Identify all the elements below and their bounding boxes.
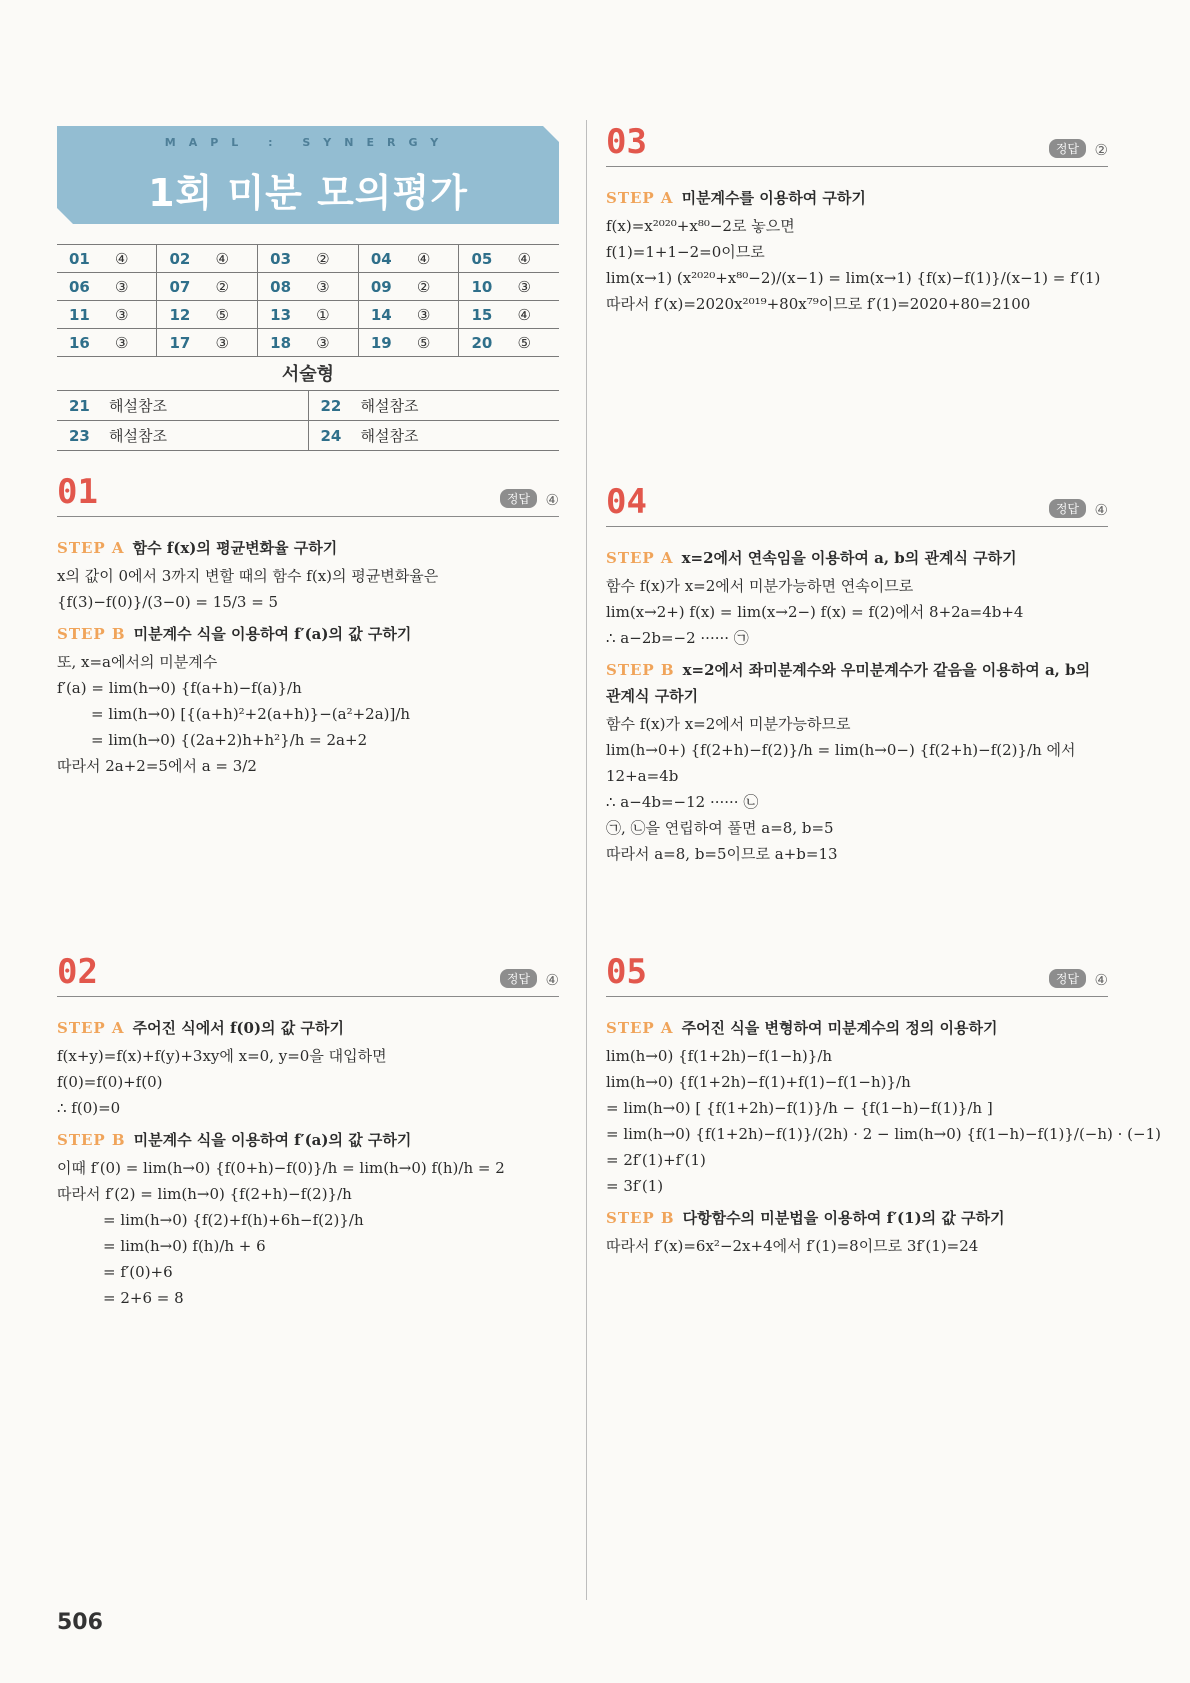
step-label: STEP A <box>57 539 125 557</box>
problem-header <box>606 480 1108 527</box>
answer-badge: 정답 <box>1049 499 1086 518</box>
essay-cell <box>308 391 559 421</box>
question-number: 12 <box>169 305 191 324</box>
problem-02 <box>57 950 559 1311</box>
answer-choice: ④ <box>517 305 531 324</box>
question-number: 01 <box>69 249 90 268</box>
answer-choice: ④ <box>115 249 129 268</box>
answer-cell <box>57 301 157 329</box>
solution-line: 또, x=a에서의 미분계수 <box>57 653 218 671</box>
answer-value: ④ <box>545 971 559 989</box>
step-title: 다항함수의 미분법을 이용하여 f′(1)의 값 구하기 <box>682 1209 1005 1227</box>
step-heading <box>57 621 559 647</box>
essay-cell <box>57 421 308 451</box>
answer-cell <box>57 245 157 273</box>
question-number: 23 <box>69 427 90 445</box>
essay-cell <box>308 421 559 451</box>
step-title: x=2에서 연속임을 이용하여 a, b의 관계식 구하기 <box>681 549 1017 567</box>
problem-number: 05 <box>606 952 647 992</box>
question-number: 03 <box>270 249 292 268</box>
solution-line: = lim(h→0) [{(a+h)²+2(a+h)}−(a²+2a)]/h <box>91 705 411 723</box>
answer-cell <box>57 329 157 357</box>
solution-line: 따라서 f′(x)=2020x²⁰¹⁹+80x⁷⁹이므로 f′(1)=2020+80=2100 <box>606 295 1031 313</box>
answer-cell <box>459 273 559 301</box>
solution-body <box>57 997 559 1311</box>
question-number: 17 <box>169 333 191 352</box>
answer-value: ④ <box>1094 501 1108 519</box>
problem-header <box>606 120 1108 167</box>
solution-line: x의 값이 0에서 3까지 변할 때의 함수 f(x)의 평균변화율은 <box>57 567 439 585</box>
answer-choice: ③ <box>517 277 531 296</box>
answer-badge: 정답 <box>1049 139 1086 158</box>
step-heading <box>606 185 1108 211</box>
answer-choice: ② <box>215 277 229 296</box>
problem-number: 04 <box>606 482 647 522</box>
problem-number: 01 <box>57 472 98 512</box>
solution-line: f′(a) = lim(h→0) {f(a+h)−f(a)}/h <box>57 679 302 697</box>
step-title: 주어진 식을 변형하여 미분계수의 정의 이용하기 <box>681 1019 998 1037</box>
solution-line: {f(3)−f(0)}/(3−0) = 15/3 = 5 <box>57 593 279 611</box>
answer-value: ④ <box>1094 971 1108 989</box>
solution-line: = lim(h→0) {f(2)+f(h)+6h−f(2)}/h <box>103 1211 364 1229</box>
solution-line: lim(h→0) {f(1+2h)−f(1−h)}/h <box>606 1047 833 1065</box>
solution-body <box>57 517 559 779</box>
essay-row <box>57 421 559 451</box>
answer-cell <box>459 329 559 357</box>
essay-row <box>57 391 559 421</box>
problem-header <box>57 950 559 997</box>
solution-line: f(x)=x²⁰²⁰+x⁸⁰−2로 놓으면 <box>606 217 795 235</box>
answer-cell <box>459 301 559 329</box>
solution-line: 따라서 f′(x)=6x²−2x+4에서 f′(1)=8이므로 3f′(1)=24 <box>606 1237 979 1255</box>
essay-answer: 해설참조 <box>360 397 419 415</box>
step-heading <box>606 1205 1108 1231</box>
answer-cell <box>258 273 359 301</box>
answer-cell <box>157 329 258 357</box>
question-number: 20 <box>471 333 493 352</box>
answer-badge: 정답 <box>1049 969 1086 988</box>
essay-answer: 해설참조 <box>360 427 419 445</box>
solution-line: 함수 f(x)가 x=2에서 미분가능하므로 <box>606 715 851 733</box>
question-number: 07 <box>169 277 191 296</box>
answer-row <box>57 245 559 273</box>
essay-table <box>57 390 559 451</box>
answer-choice: ② <box>316 249 330 268</box>
question-number: 22 <box>320 397 342 415</box>
answer-choice: ③ <box>115 333 129 352</box>
answer-value: ④ <box>545 491 559 509</box>
answer-cell <box>358 329 459 357</box>
step-title: 미분계수를 이용하여 구하기 <box>681 189 866 207</box>
question-number: 06 <box>69 277 90 296</box>
solution-line: 함수 f(x)가 x=2에서 미분가능하면 연속이므로 <box>606 577 914 595</box>
answer-choice: ③ <box>115 305 129 324</box>
step-title: 주어진 식에서 f(0)의 값 구하기 <box>132 1019 344 1037</box>
question-number: 09 <box>370 277 392 296</box>
answer-cell <box>157 245 258 273</box>
answer-table <box>57 244 559 357</box>
banner-subtitle: MAPL : SYNERGY <box>164 136 452 149</box>
solution-line: lim(h→0) {f(1+2h)−f(1)+f(1)−f(1−h)}/h <box>606 1073 911 1091</box>
answer-choice: ② <box>416 277 431 296</box>
solution-line: = f′(0)+6 <box>103 1263 173 1281</box>
solution-line: = lim(h→0) [ {f(1+2h)−f(1)}/h − {f(1−h)−f(1)}/h ] <box>606 1099 993 1117</box>
problem-number: 02 <box>57 952 98 992</box>
essay-title: 서술형 <box>281 364 335 385</box>
solution-line: f(0)=f(0)+f(0) <box>57 1073 163 1091</box>
solution-line: 따라서 2a+2=5에서 a = 3/2 <box>57 757 257 775</box>
essay-answer: 해설참조 <box>109 427 167 445</box>
answer-badge: 정답 <box>500 489 537 508</box>
question-number: 19 <box>370 333 392 352</box>
question-number: 14 <box>370 305 392 324</box>
answer-choice: ⑤ <box>517 333 531 352</box>
solution-line: ∴ f(0)=0 <box>57 1099 121 1117</box>
answer-choice: ③ <box>215 333 229 352</box>
answer-row <box>57 273 559 301</box>
question-number: 10 <box>471 277 493 296</box>
answer-value: ② <box>1094 141 1108 159</box>
question-number: 16 <box>69 333 90 352</box>
column-divider <box>586 120 587 1600</box>
solution-line: 이때 f′(0) = lim(h→0) {f(0+h)−f(0)}/h = lim(h→0) f(h)/h = 2 <box>57 1159 505 1177</box>
answer-cell <box>258 329 359 357</box>
essay-answer: 해설참조 <box>109 397 167 415</box>
solution-line: = lim(h→0) f(h)/h + 6 <box>103 1237 266 1255</box>
step-label: STEP A <box>606 189 674 207</box>
step-heading <box>57 1015 559 1041</box>
step-title: x=2에서 좌미분계수와 우미분계수가 같음을 이용하여 a, b의 관계식 구하기 <box>606 661 1091 705</box>
problem-05 <box>606 950 1161 1259</box>
answer-choice: ③ <box>416 305 431 324</box>
page-number: 506 <box>57 1610 103 1635</box>
solution-line: lim(h→0+) {f(2+h)−f(2)}/h = lim(h→0−) {f(2+h)−f(2)}/h 에서 <box>606 741 1076 759</box>
answer-choice: ④ <box>416 249 431 268</box>
solution-body <box>606 527 1108 867</box>
step-title: 미분계수 식을 이용하여 f′(a)의 값 구하기 <box>133 625 412 643</box>
answer-cell <box>157 301 258 329</box>
step-label: STEP A <box>606 549 674 567</box>
answer-badge: 정답 <box>500 969 537 988</box>
answer-cell <box>258 245 359 273</box>
answer-cell <box>57 273 157 301</box>
question-number: 21 <box>69 397 90 415</box>
solution-line: ∴ a−4b=−12 ······ ㉡ <box>606 793 759 811</box>
answer-choice: ⑤ <box>416 333 431 352</box>
answer-choice: ④ <box>517 249 531 268</box>
question-number: 13 <box>270 305 292 324</box>
answer-choice: ③ <box>316 333 330 352</box>
question-number: 15 <box>471 305 493 324</box>
solution-line: 따라서 f′(2) = lim(h→0) {f(2+h)−f(2)}/h <box>57 1185 352 1203</box>
answer-choice: ③ <box>115 277 129 296</box>
answer-choice: ① <box>316 305 330 324</box>
problem-number: 03 <box>606 122 647 162</box>
question-number: 18 <box>270 333 292 352</box>
solution-line: f(x+y)=f(x)+f(y)+3xy에 x=0, y=0을 대입하면 <box>57 1047 387 1065</box>
step-heading <box>606 1015 1108 1041</box>
step-heading <box>606 657 1108 709</box>
solution-line: = 2f′(1)+f′(1) <box>606 1151 706 1169</box>
question-number: 05 <box>471 249 493 268</box>
solution-line: = 3f′(1) <box>606 1177 664 1195</box>
solution-line: 따라서 a=8, b=5이므로 a+b=13 <box>606 845 838 863</box>
step-label: STEP B <box>606 1209 675 1227</box>
title-banner <box>57 126 559 224</box>
step-heading <box>57 535 559 561</box>
solution-body <box>606 997 1161 1259</box>
banner-title: 1회 미분 모의평가 <box>148 171 468 215</box>
solution-line: ∴ a−2b=−2 ······ ㉠ <box>606 629 749 647</box>
question-number: 04 <box>370 249 392 268</box>
answer-choice: ④ <box>215 249 229 268</box>
answer-cell <box>258 301 359 329</box>
solution-line: = 2+6 = 8 <box>103 1289 184 1307</box>
answer-choice: ③ <box>316 277 330 296</box>
question-number: 24 <box>320 427 342 445</box>
question-number: 02 <box>169 249 191 268</box>
problem-01 <box>57 470 559 779</box>
step-label: STEP A <box>57 1019 125 1037</box>
solution-line: lim(x→1) (x²⁰²⁰+x⁸⁰−2)/(x−1) = lim(x→1) {f(x)−f(1)}/(x−1) = f′(1) <box>606 269 1101 287</box>
solution-line: = lim(h→0) {f(1+2h)−f(1)}/(2h) · 2 − lim(h→0) {f(1−h)−f(1)}/(−h) · (−1) <box>606 1125 1161 1143</box>
step-label: STEP A <box>606 1019 674 1037</box>
answer-cell <box>358 273 459 301</box>
problem-header <box>606 950 1108 997</box>
step-title: 미분계수 식을 이용하여 f′(a)의 값 구하기 <box>133 1131 412 1149</box>
essay-cell <box>57 391 308 421</box>
solution-line: lim(x→2+) f(x) = lim(x→2−) f(x) = f(2)에서 8+2a=4b+4 <box>606 603 1024 621</box>
question-number: 11 <box>69 305 90 324</box>
step-label: STEP B <box>606 661 675 679</box>
step-heading <box>57 1127 559 1153</box>
solution-line: 12+a=4b <box>606 767 679 785</box>
problem-03 <box>606 120 1108 317</box>
step-label: STEP B <box>57 1131 126 1149</box>
step-heading <box>606 545 1108 571</box>
question-number: 08 <box>270 277 292 296</box>
answer-cell <box>358 245 459 273</box>
problem-header <box>57 470 559 517</box>
solution-line: = lim(h→0) {(2a+2)h+h²}/h = 2a+2 <box>91 731 368 749</box>
answer-row <box>57 301 559 329</box>
answer-cell <box>459 245 559 273</box>
step-title: 함수 f(x)의 평균변화율 구하기 <box>132 539 338 557</box>
answer-choice: ⑤ <box>215 305 229 324</box>
answer-cell <box>358 301 459 329</box>
problem-04 <box>606 480 1108 867</box>
solution-line: f(1)=1+1−2=0이므로 <box>606 243 765 261</box>
solution-body <box>606 167 1108 317</box>
answer-row <box>57 329 559 357</box>
answer-cell <box>157 273 258 301</box>
step-label: STEP B <box>57 625 126 643</box>
solution-line: ㉠, ㉡을 연립하여 풀면 a=8, b=5 <box>606 819 834 837</box>
